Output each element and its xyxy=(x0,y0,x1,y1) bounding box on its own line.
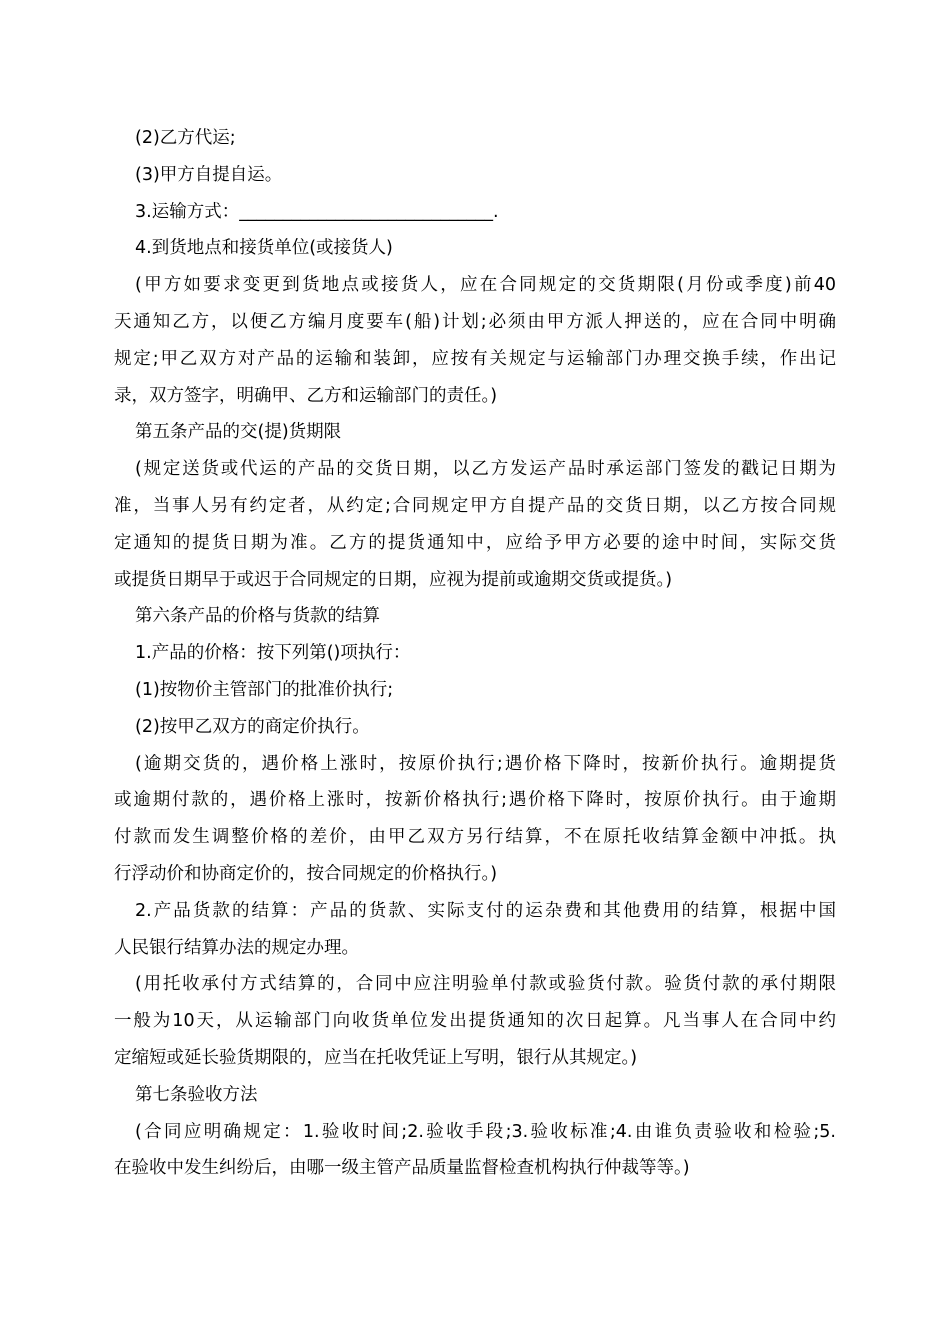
paragraph-line: 天通知乙方，以便乙方编月度要车(船)计划;必须由甲方派人押送的，应在合同中明确 xyxy=(114,311,836,332)
paragraph-line: (用托收承付方式结算的，合同中应注明验单付款或验货付款。验货付款的承付期限 xyxy=(135,974,836,995)
section-heading: 第六条产品的价格与货款的结算 xyxy=(135,606,380,627)
paragraph-line: 人民银行结算办法的规定办理。 xyxy=(114,937,359,958)
paragraph-line: 或逾期付款的，遇价格上涨时，按新价格执行;遇价格下降时，按原价执行。由于逾期 xyxy=(114,790,836,811)
paragraph-line: 付款而发生调整价格的差价，由甲乙双方另行结算，不在原托收结算金额中冲抵。执 xyxy=(114,827,836,848)
paragraph-line: 2.产品货款的结算：产品的货款、实际支付的运杂费和其他费用的结算，根据中国 xyxy=(135,900,836,921)
paragraph-line: (逾期交货的，遇价格上涨时，按原价执行;遇价格下降时，按新价执行。逾期提货 xyxy=(135,753,836,774)
document-body xyxy=(114,120,836,1187)
paragraph-line: (甲方如要求变更到货地点或接货人，应在合同规定的交货期限(月份或季度)前40 xyxy=(135,275,836,296)
paragraph-line: 4.到货地点和接货单位(或接货人) xyxy=(135,238,393,259)
paragraph-line: (2)乙方代运; xyxy=(135,128,236,148)
paragraph-line: 或提货日期早于或迟于合同规定的日期，应视为提前或逾期交货或提货。) xyxy=(114,569,673,590)
paragraph-line: 录，双方签字，明确甲、乙方和运输部门的责任。) xyxy=(114,385,498,406)
paragraph-line: 1.产品的价格：按下列第()项执行： xyxy=(135,643,411,664)
paragraph-line: 规定;甲乙双方对产品的运输和装卸，应按有关规定与运输部门办理交换手续，作出记 xyxy=(114,348,836,369)
paragraph-line: (3)甲方自提自运。 xyxy=(135,164,283,185)
paragraph-line: 一般为10天，从运输部门向收货单位发出提货通知的次日起算。凡当事人在合同中约 xyxy=(114,1011,836,1032)
paragraph-line: 在验收中发生纠纷后，由哪一级主管产品质量监督检查机构执行仲裁等等。) xyxy=(114,1158,690,1179)
paragraph-line: 行浮动价和协商定价的，按合同规定的价格执行。) xyxy=(114,863,498,884)
paragraph-line: (规定送货或代运的产品的交货日期，以乙方发运产品时承运部门签发的戳记日期为 xyxy=(135,459,836,480)
paragraph-line: 定通知的提货日期为准。乙方的提货通知中，应给予甲方必要的途中时间，实际交货 xyxy=(114,532,836,553)
paragraph-line: 准，当事人另有约定者，从约定;合同规定甲方自提产品的交货日期，以乙方按合同规 xyxy=(114,495,836,516)
paragraph-line: 定缩短或延长验货期限的，应当在托收凭证上写明，银行从其规定。) xyxy=(114,1047,638,1068)
paragraph-line: 3.运输方式：_____________________________. xyxy=(135,201,499,222)
section-heading: 第五条产品的交(提)货期限 xyxy=(135,422,342,443)
paragraph-line: (2)按甲乙双方的商定价执行。 xyxy=(135,716,370,737)
paragraph-line: (合同应明确规定：1.验收时间;2.验收手段;3.验收标准;4.由谁负责验收和检验;5. xyxy=(135,1121,836,1142)
section-heading: 第七条验收方法 xyxy=(135,1084,258,1105)
paragraph-line: (1)按物价主管部门的批准价执行; xyxy=(135,679,394,700)
